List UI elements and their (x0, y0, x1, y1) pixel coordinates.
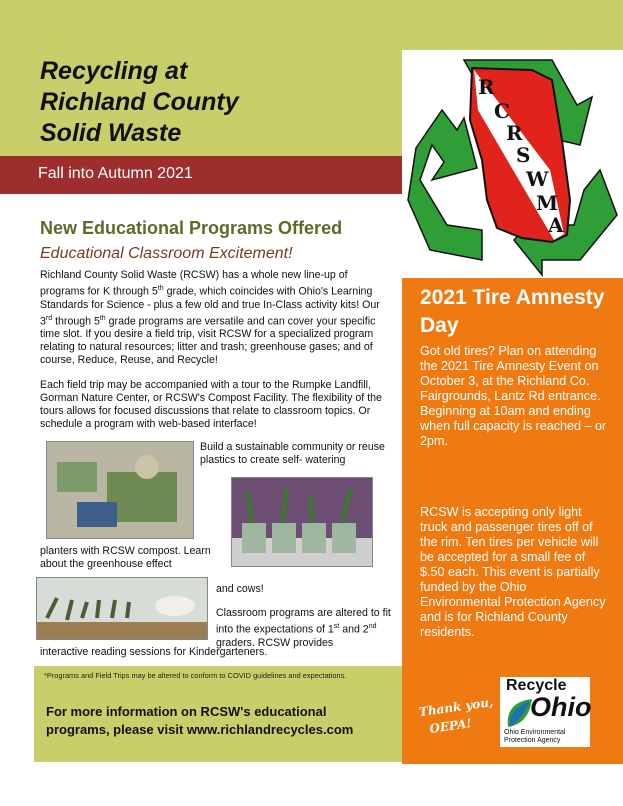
title-line-2: Richland County (40, 88, 239, 116)
logo-letter-r2: R (506, 121, 523, 145)
photo-text-1: Build a sustainable community or reuse plastics to create self- watering (200, 441, 385, 466)
tire-amnesty-panel (402, 278, 623, 764)
logo-letter-a: A (548, 213, 564, 237)
paragraph-field-trips: Each field trip may be accompanied with a tour to the Rumpke Landfill, Gorman Nature Center, or RCSW's Compost Facility. The flexibility of the tours allows for focused discussions that relate to classroom topics. Or schedule a program with web-based interface! (40, 379, 382, 431)
subtitle-bar (0, 156, 402, 194)
tire-amnesty-para-2: RCSW is accepting only light truck and passenger tires off of the rim. Ten tires per vehicle will be accepted for a small fee of $.50 each. This event is partially funded by the Ohio Environmental Protection Agency and is for Richland County residents. (420, 505, 606, 639)
logo-letter-r1: R (478, 75, 495, 99)
tire-amnesty-title: 2021 Tire Amnesty Day (420, 286, 605, 337)
page-title (40, 56, 380, 149)
section-heading: New Educational Programs Offered (40, 218, 343, 238)
community-model-image-icon (47, 442, 194, 539)
photo-text-3: and cows! (216, 583, 264, 595)
covid-note: *Programs and Field Trips may be altered to conform to COVID guidelines and expectations. (44, 671, 347, 680)
section-subheading: Educational Classroom Excitement! (40, 245, 293, 262)
recycle-logo-icon (402, 50, 623, 278)
community-model-photo (46, 441, 194, 539)
paragraph-programs: Richland County Solid Waste (RCSW) has a whole new line-up of programs for K through 5th grade, which coincides with Ohio's Learning Standards for Science - plus a few old and true In-Class activity kits! Our 3rd through 5th grade programs are versatile and can cover your specific time slot. If you desire a field trip, visit RCSW for a specialized program relating to natural resources; litter and trash; greenhouse gases; and of course, Reduce, Reuse, and Recycle! (40, 269, 380, 367)
recycle-ohio-logo: Recycle Ohio Ohio Environmental Protection Agency (500, 677, 590, 747)
title-line-3: Solid Waste (40, 119, 182, 147)
logo-letter-w: W (526, 167, 549, 191)
main-content (40, 200, 390, 431)
photo-text-2: planters with RCSW compost. Learn about the greenhouse effect (40, 545, 211, 570)
cows-photo (36, 577, 208, 640)
thank-you-text: Thank you, OEPA! (418, 694, 494, 736)
photo-text-5: interactive reading sessions for Kindergarteners. (40, 646, 268, 658)
top-band (0, 0, 623, 50)
photo-text-4: Classroom programs are altered to fit into the expectations of 1st and 2nd graders. RCSW provides (216, 607, 391, 649)
logo-letter-c: C (494, 99, 510, 123)
rcswma-logo (402, 50, 623, 278)
planters-image-icon (232, 478, 373, 567)
logo-letter-s: S (516, 143, 531, 167)
planters-photo (231, 477, 373, 567)
title-line-1: Recycling at (40, 57, 188, 85)
logo-letter-m: M (536, 191, 559, 215)
tire-amnesty-para-1: Got old tires? Plan on attending the 2021 Tire Amnesty Event on October 3, at the Richland Co. Fairgrounds, Lantz Rd entrance. Beginning at 10am and ending when full capacity is reached – or 2pm. (420, 344, 607, 448)
subtitle: Fall into Autumn 2021 (38, 165, 193, 182)
more-info-text: For more information on RCSW's educational programs, please visit www.richlandrecycles.com (46, 704, 354, 737)
cows-image-icon (37, 578, 208, 640)
bottom-strip (0, 764, 623, 806)
